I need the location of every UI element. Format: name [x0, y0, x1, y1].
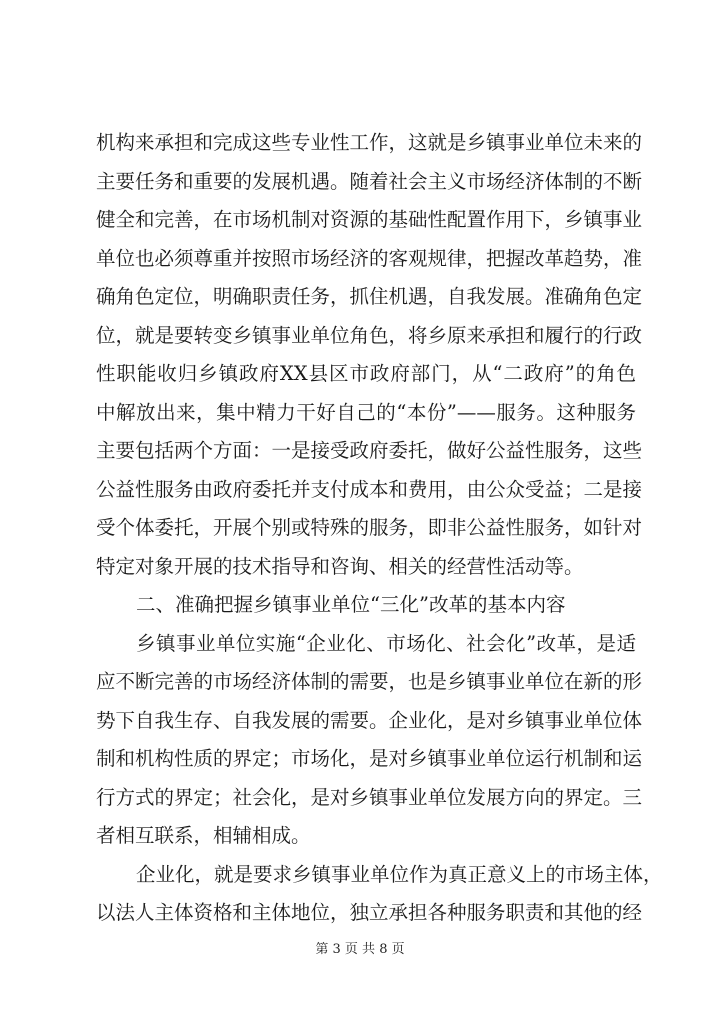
text-line: 企业化，就是要求乡镇事业单位作为真正意义上的市场主体，	[136, 862, 663, 886]
text-line: 行方式的界定；社会化，是对乡镇事业单位发展方向的界定。三	[96, 785, 643, 809]
text-line: 特定对象开展的技术指导和咨询、相关的经营性活动等。	[96, 554, 584, 578]
text-line: 制和机构性质的界定；市场化，是对乡镇事业单位运行机制和运	[96, 747, 643, 770]
section-heading: 二、准确把握乡镇事业单位“三化”改革的基本内容	[136, 593, 566, 616]
text-line: 主要包括两个方面：一是接受政府委托，做好公益性服务，这些	[96, 439, 643, 462]
text-line: 健全和完善，在市场机制对资源的基础性配置作用下，乡镇事业	[96, 208, 643, 231]
text-line: 乡镇事业单位实施“企业化、市场化、社会化”改革，是适	[136, 631, 636, 655]
text-line: 位，就是要转变乡镇事业单位角色，将乡原来承担和履行的行政	[96, 323, 643, 347]
text-line: 机构来承担和完成这些专业性工作，这就是乡镇事业单位未来的	[96, 131, 643, 154]
page-number-footer: 第 3 页 共 8 页	[315, 942, 405, 957]
text-line: 主要任务和重要的发展机遇。随着社会主义市场经济体制的不断	[96, 169, 643, 193]
body-text	[96, 124, 663, 933]
text-line: 受个体委托，开展个别或特殊的服务，即非公益性服务，如针对	[96, 516, 643, 539]
text-line: 势下自我生存、自我发展的需要。企业化，是对乡镇事业单位体	[96, 708, 643, 732]
text-line: 者相互联系，相辅相成。	[96, 824, 311, 847]
text-line: 中解放出来，集中精力干好自己的“本份”——服务。这种服务	[96, 400, 636, 424]
text-line: 确角色定位，明确职责任务，抓住机遇，自我发展。准确角色定	[96, 285, 643, 308]
text-line: 公益性服务由政府委托并支付成本和费用，由公众受益；二是接	[96, 477, 643, 501]
text-line: 应不断完善的市场经济体制的需要，也是乡镇事业单位在新的形	[96, 670, 643, 693]
text-line: 单位也必须尊重并按照市场经济的客观规律，把握改革趋势，准	[96, 246, 643, 270]
text-line: 性职能收归乡镇政府XX县区市政府部门，从“二政府”的角色	[96, 362, 636, 385]
text-line: 以法人主体资格和主体地位，独立承担各种服务职责和其他的经	[96, 901, 643, 924]
